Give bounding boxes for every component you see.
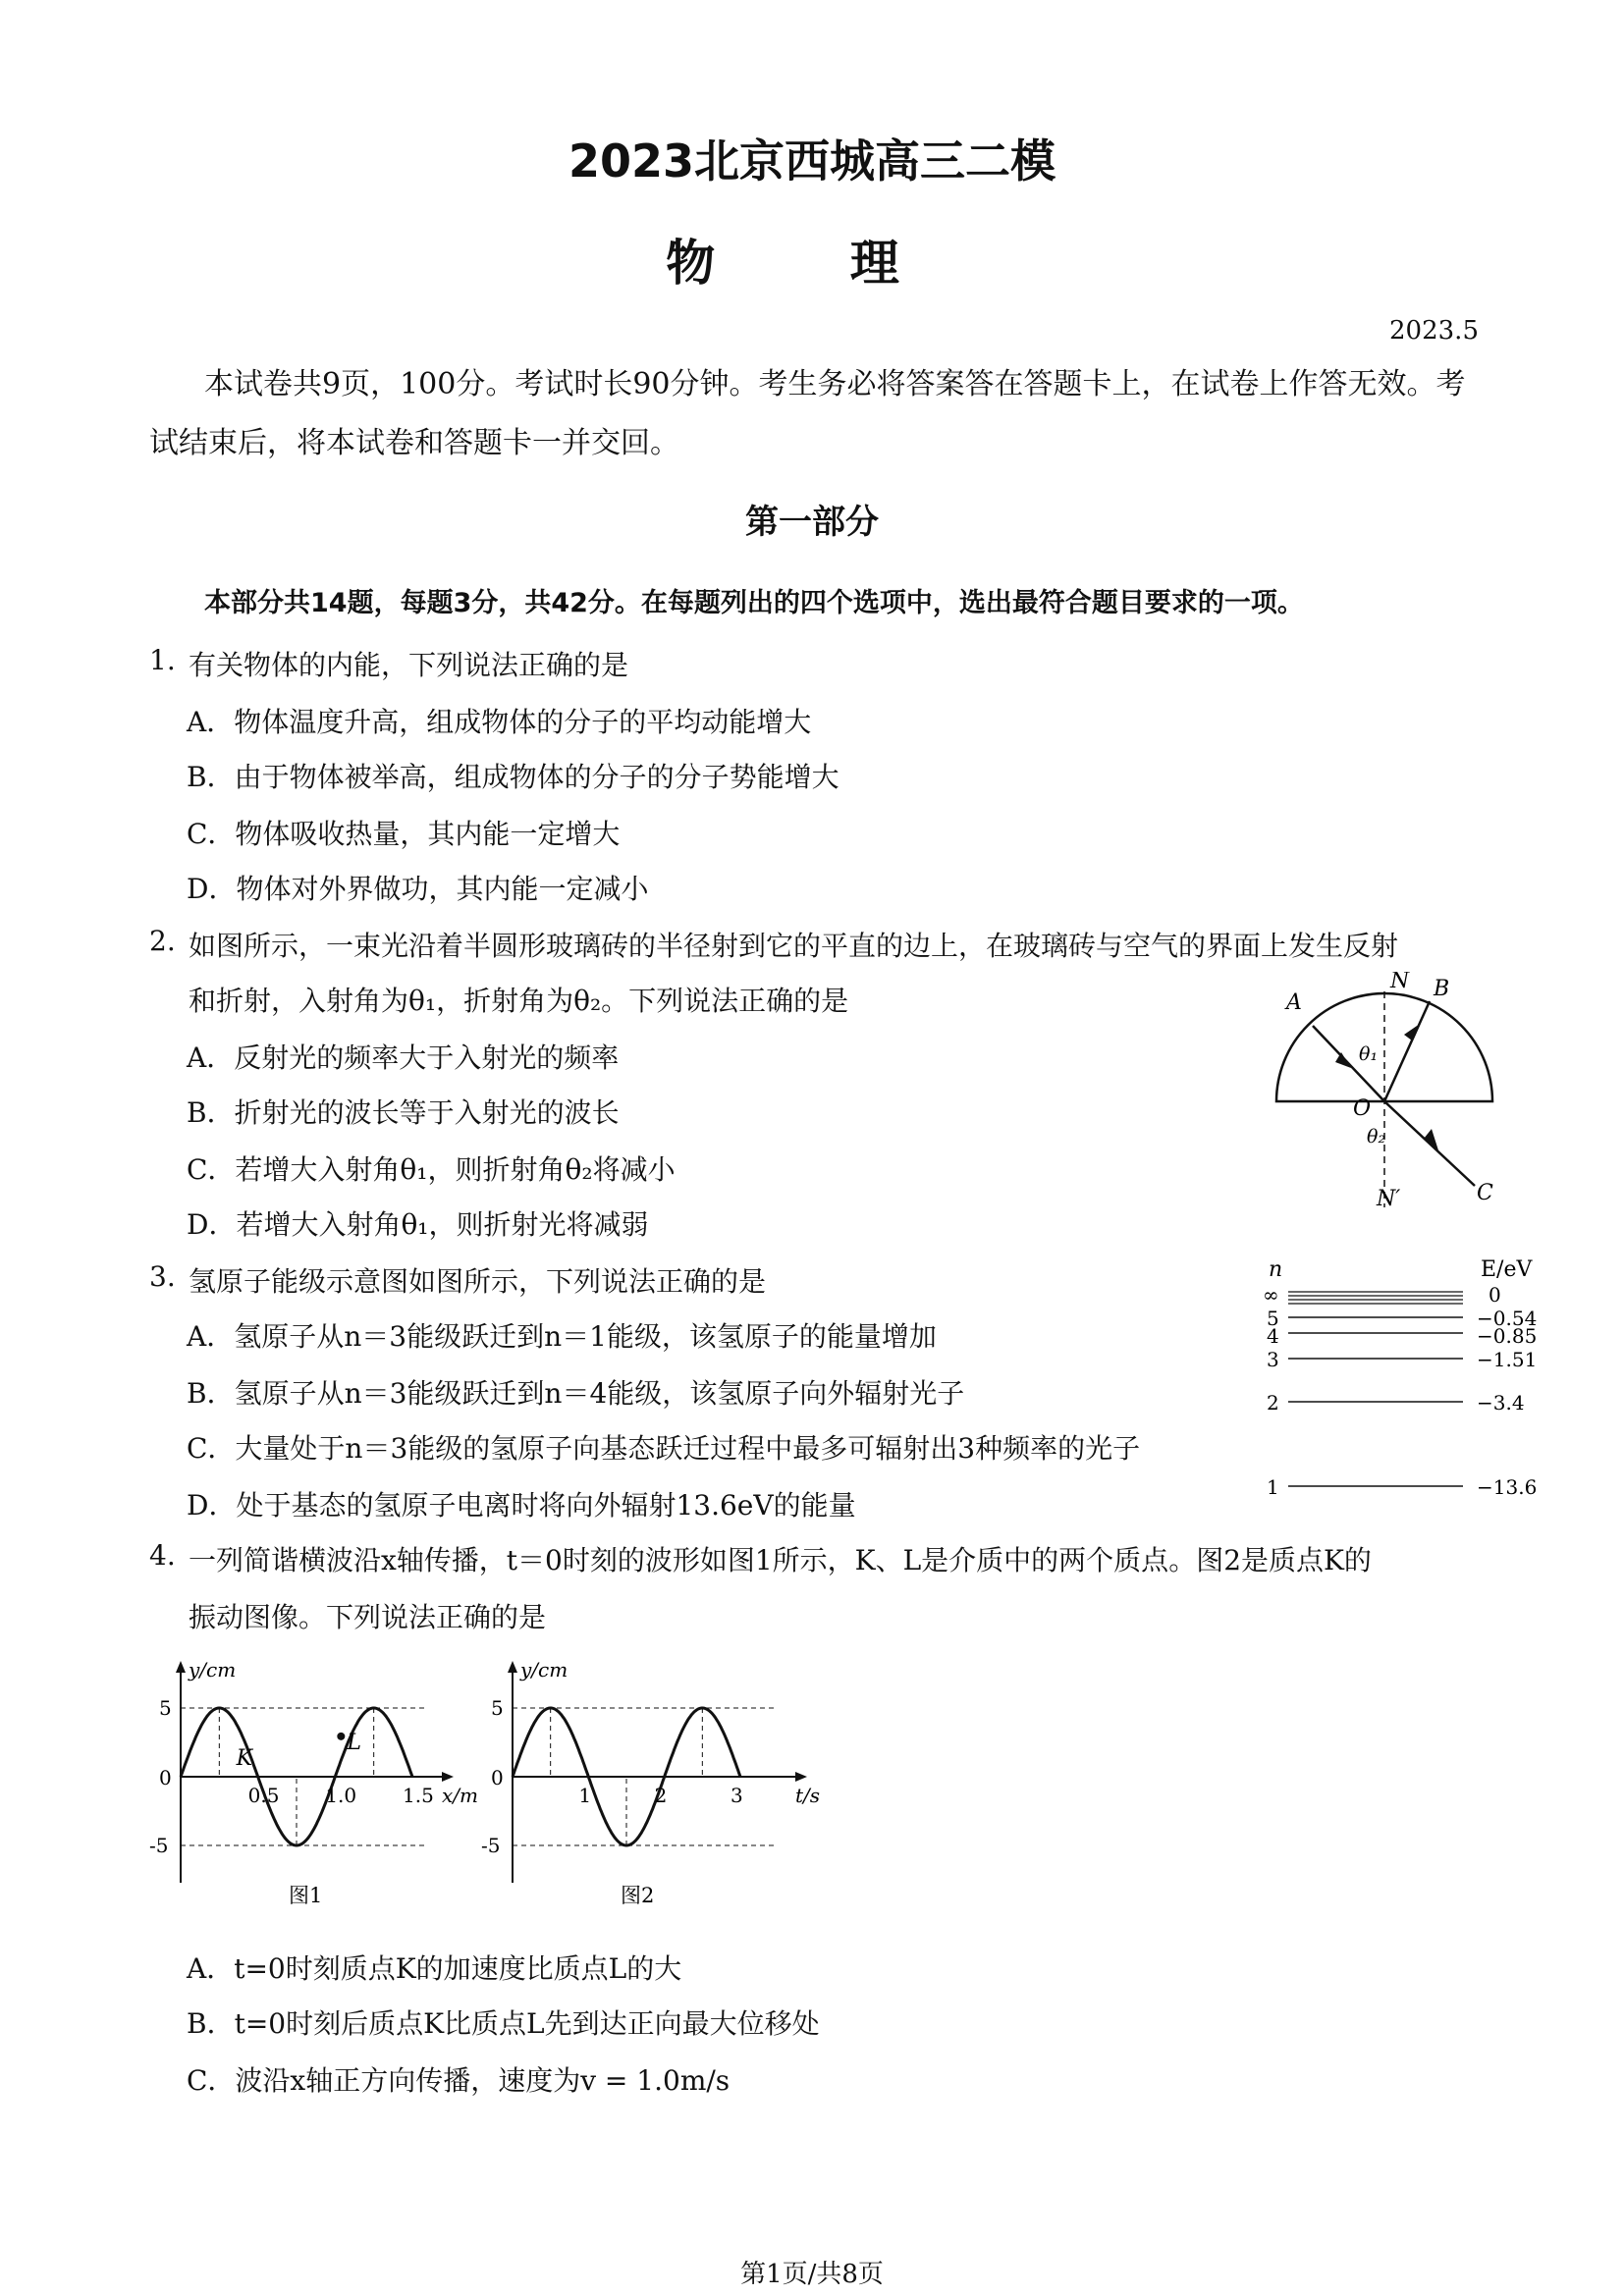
y-tick-label-1: 0	[159, 1766, 172, 1789]
refracted-ray	[1384, 1101, 1475, 1186]
level-n-inf: ∞	[1263, 1283, 1279, 1307]
y-axis-arrow-1	[176, 1661, 186, 1673]
energy-level-diagram	[1237, 1253, 1551, 1518]
question-4-number: 4.	[149, 1539, 176, 1572]
y-tick-label-1: 5	[159, 1696, 172, 1720]
question-2-stem-cont: 和折射，入射角为θ₁，折射角为θ₂。下列说法正确的是	[189, 985, 849, 1017]
question-1-option-c: C．物体吸收热量，其内能一定增大	[187, 818, 621, 850]
question-1-option-d: D．物体对外界做功，其内能一定减小	[187, 873, 649, 905]
question-3-option-a: A．氢原子从n＝3能级跃迁到n＝1能级，该氢原子的能量增加	[187, 1320, 937, 1353]
question-3-option-d: D．处于基态的氢原子电离时将向外辐射13.6eV的能量	[187, 1489, 856, 1522]
question-1-option-b: B．由于物体被举高，组成物体的分子的分子势能增大	[187, 761, 839, 793]
y-tick-label-1: -5	[149, 1834, 169, 1857]
question-1-stem: 有关物体的内能，下列说法正确的是	[189, 649, 629, 681]
question-2-stem: 如图所示，一束光沿着半圆形玻璃砖的半径射到它的平直的边上，在玻璃砖与空气的界面上发生反射	[189, 930, 1399, 962]
chart-figure-1	[149, 1658, 478, 1907]
x-tick-label-1: 1.0	[325, 1784, 357, 1807]
question-1-option-a: A．物体温度升高，组成物体的分子的平均动能增大	[187, 706, 812, 738]
question-3-stem: 氢原子能级示意图如图所示，下列说法正确的是	[189, 1265, 767, 1298]
x-tick-label-1: 1.5	[403, 1784, 434, 1807]
question-2-option-c: C．若增大入射角θ₁，则折射角θ₂将减小	[187, 1153, 676, 1186]
question-2-option-b: B．折射光的波长等于入射光的波长	[187, 1096, 620, 1129]
annotation-l: L	[347, 1731, 361, 1755]
chart-caption-2: 图2	[621, 1884, 655, 1907]
label-a: A	[1286, 990, 1302, 1015]
x-tick-label-2: 2	[654, 1784, 668, 1807]
x-axis-label-1: x/m	[442, 1784, 478, 1807]
x-axis-arrow-1	[442, 1772, 454, 1782]
question-3-number: 3.	[149, 1260, 176, 1293]
level-e-4: −0.85	[1477, 1324, 1538, 1348]
glass-semicircle-figure	[1257, 972, 1512, 1217]
question-2-option-d: D．若增大入射角θ₁，则折射光将减弱	[187, 1208, 649, 1241]
chart-figure-2	[481, 1658, 820, 1907]
level-e-inf: 0	[1489, 1283, 1501, 1307]
y-axis-label-2: y/cm	[520, 1658, 568, 1682]
question-2-option-a: A．反射光的频率大于入射光的频率	[187, 1041, 620, 1074]
annotation-k: K	[236, 1746, 253, 1771]
label-theta1: θ₁	[1359, 1043, 1379, 1065]
level-e-2: −3.4	[1477, 1391, 1525, 1415]
page-footer: 第1页/共8页	[740, 2260, 884, 2289]
question-4-option-a: A．t=0时刻质点K的加速度比质点L的大	[187, 1952, 682, 1985]
level-e-3: −1.51	[1477, 1348, 1538, 1371]
level-n-1: 1	[1267, 1475, 1279, 1499]
x-tick-label-2: 1	[578, 1784, 592, 1807]
question-4-stem-cont: 振动图像。下列说法正确的是	[189, 1601, 547, 1633]
level-n-2: 2	[1267, 1391, 1279, 1415]
x-axis-label-2: t/s	[795, 1784, 821, 1807]
label-n-prime: N′	[1377, 1187, 1401, 1211]
subject-title: 物 理	[666, 235, 958, 292]
x-axis-arrow-2	[795, 1772, 807, 1782]
level-e-1: −13.6	[1477, 1475, 1538, 1499]
exam-title: 2023北京西城高三二模	[568, 134, 1056, 187]
exam-instructions: 本试卷共9页，100分。考试时长90分钟。考生务必将答案答在答题卡上，在试卷上作答无效。考试结束后，将本试卷和答题卡一并交回。	[149, 367, 1466, 460]
level-n-3: 3	[1267, 1348, 1279, 1371]
n-axis-label: n	[1269, 1257, 1283, 1282]
question-3-option-c: C．大量处于n＝3能级的氢原子向基态跃迁过程中最多可辐射出3种频率的光子	[187, 1432, 1141, 1465]
wave-charts	[137, 1655, 825, 1930]
section-title: 第一部分	[745, 503, 879, 542]
reflected-arrow	[1404, 1024, 1420, 1041]
y-tick-label-2: -5	[481, 1834, 501, 1857]
reflected-ray	[1384, 1001, 1430, 1101]
label-theta2: θ₂	[1367, 1126, 1386, 1148]
level-e-5: −0.54	[1477, 1307, 1538, 1330]
section-instruction: 本部分共14题，每题3分，共42分。在每题列出的四个选项中，选出最符合题目要求的一项。	[204, 588, 1304, 618]
question-4-option-b: B．t=0时刻后质点K比质点L先到达正向最大位移处	[187, 2007, 820, 2040]
label-c: C	[1477, 1181, 1493, 1205]
chart-caption-1: 图1	[289, 1884, 323, 1907]
y-axis-arrow-2	[508, 1661, 517, 1673]
question-3-option-b: B．氢原子从n＝3能级跃迁到n＝4能级，该氢原子向外辐射光子	[187, 1377, 965, 1410]
y-axis-label-1: y/cm	[189, 1658, 237, 1682]
label-n: N	[1390, 972, 1410, 993]
y-tick-label-2: 0	[491, 1766, 504, 1789]
question-4-stem: 一列简谐横波沿x轴传播，t＝0时刻的波形如图1所示，K、L是介质中的两个质点。图2是质点K的	[189, 1544, 1372, 1576]
exam-date: 2023.5	[1389, 316, 1479, 346]
y-tick-label-2: 5	[491, 1696, 504, 1720]
level-n-5: 5	[1267, 1307, 1279, 1330]
question-2-number: 2.	[149, 925, 176, 957]
level-n-4: 4	[1267, 1324, 1279, 1348]
x-tick-label-2: 3	[731, 1784, 743, 1807]
energy-axis-label: E/eV	[1481, 1257, 1533, 1282]
question-4-option-c: C．波沿x轴正方向传播，速度为v = 1.0m/s	[187, 2064, 731, 2097]
label-b: B	[1434, 977, 1450, 1001]
x-tick-label-1: 0.5	[247, 1784, 280, 1807]
incident-arrow	[1335, 1052, 1351, 1068]
refracted-arrow	[1424, 1129, 1438, 1150]
question-1-number: 1.	[149, 644, 176, 676]
continuum-lines	[1288, 1292, 1463, 1304]
point-l-marker	[337, 1733, 345, 1740]
label-o: O	[1353, 1096, 1372, 1121]
